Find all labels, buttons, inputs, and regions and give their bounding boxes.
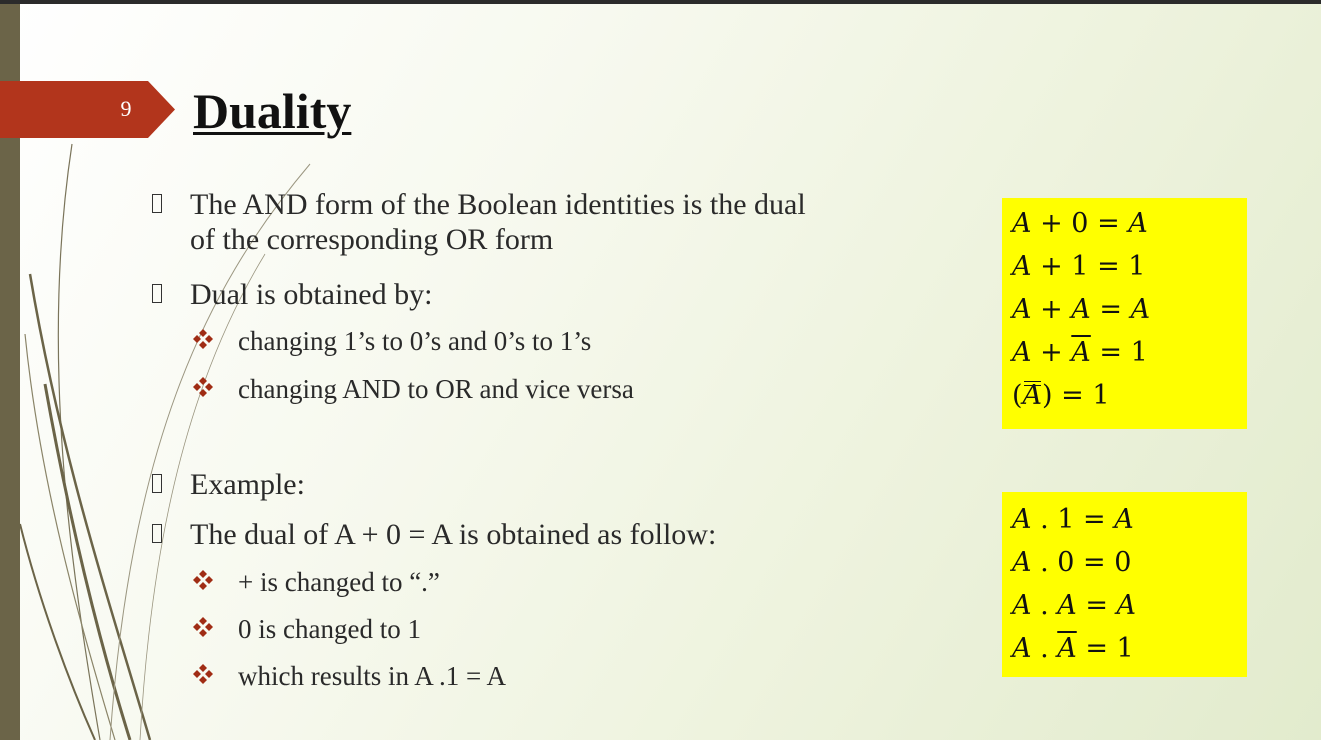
or-identities-box xyxy=(1002,198,1247,429)
slide-number-tab xyxy=(0,81,175,138)
bullet-4-sub-2: 0 is changed to 1 xyxy=(238,614,421,644)
slide-title: Duality xyxy=(193,83,352,139)
bullet-box-icon xyxy=(152,474,162,493)
bullet-4: The dual of A + 0 = A is obtained as follow: xyxy=(190,518,717,551)
slide xyxy=(0,4,1321,740)
and-identity-2: A . 0 = 0 xyxy=(1012,547,1132,578)
bullet-box-icon xyxy=(152,194,162,213)
and-identity-1: A . 1 = A xyxy=(1012,504,1134,535)
diamond-bullet-icon xyxy=(192,376,214,398)
bullet-2-sub-1: changing 1’s to 0’s and 0’s to 1’s xyxy=(238,326,592,356)
or-identity-3: A + A = A xyxy=(1012,294,1151,325)
bullet-3: Example: xyxy=(190,468,305,501)
slide-number: 9 xyxy=(120,96,132,121)
or-identity-5: ( A) = 1 xyxy=(1012,380,1110,411)
or-identity-4: $A + \overline{A} = 1$ xyxy=(1012,337,1148,368)
bullet-2: Dual is obtained by: xyxy=(190,278,433,311)
and-identity-3: A . A = A xyxy=(1012,590,1137,621)
or-identity-2: A + 1 = 1 xyxy=(1012,251,1146,282)
bullet-box-icon xyxy=(152,524,162,543)
bullet-2-sub-2: changing AND to OR and vice versa xyxy=(238,374,634,404)
bullet-4-sub-3: which results in A .1 = A xyxy=(238,661,506,691)
bullet-1-line-1: The AND form of the Boolean identities is the dual xyxy=(190,188,806,221)
or-identity-1: A + 0 = A xyxy=(1012,208,1148,239)
bullet-1-line-2: of the corresponding OR form xyxy=(190,223,554,256)
diamond-bullet-icon xyxy=(192,663,214,685)
diamond-bullet-icon xyxy=(192,569,214,591)
and-identity-4: A . $\overline{A} = 1$ xyxy=(1012,633,1134,664)
and-identities-box xyxy=(1002,492,1247,677)
diamond-bullet-icon xyxy=(192,616,214,638)
bullet-4-sub-1: + is changed to “.” xyxy=(238,567,440,597)
diamond-bullet-icon xyxy=(192,328,214,350)
bullet-box-icon xyxy=(152,284,162,303)
